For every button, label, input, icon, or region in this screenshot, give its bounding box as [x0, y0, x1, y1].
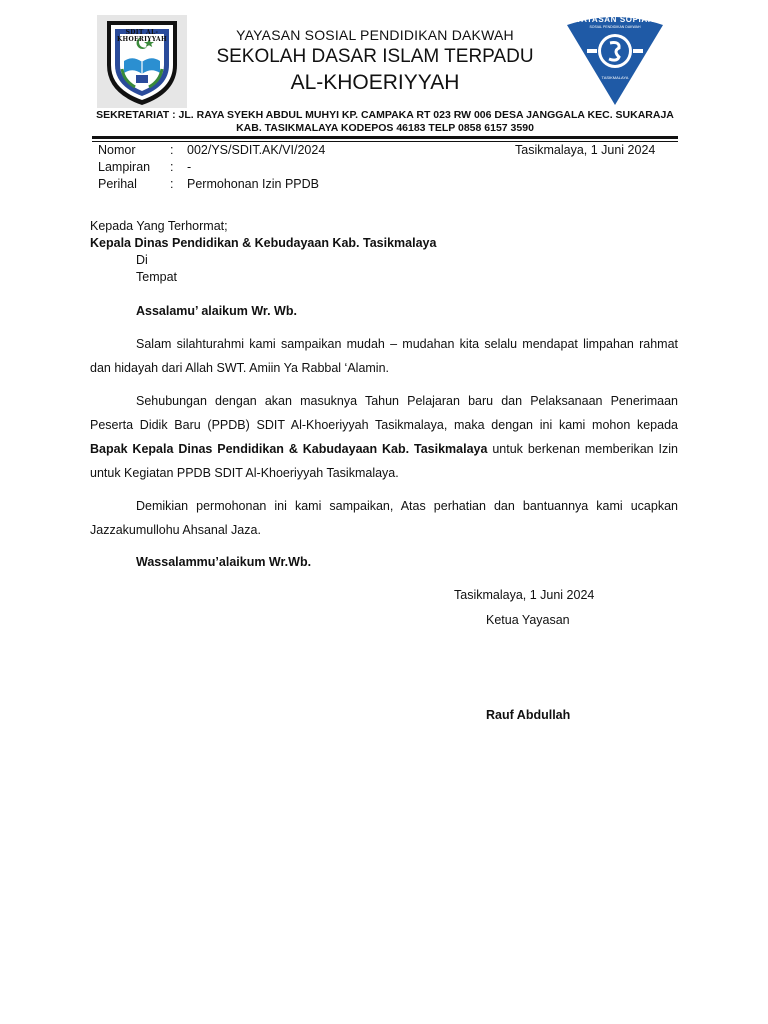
paragraph-1: Salam silahturahmi kami sampaikan mudah – mudahan kita selalu mendapat limpahan rahmat dan hidayah dari Allah SWT. Amiin Ya Rabbal ‘Alamin.	[90, 337, 678, 375]
foundation-logo-subtitle: SOSIAL PENDIDIKAN DAKWAH	[589, 25, 641, 29]
paragraph-3: Demikian permohonan ini kami sampaikan, Atas perhatian dan bantuannya kami ucapkan Jazzakumullohu Ahsanal Jaza.	[90, 499, 678, 537]
signature-date: Tasikmalaya, 1 Juni 2024	[454, 588, 595, 602]
closing-salam: Wassalammu’alaikum Wr.Wb.	[136, 555, 312, 569]
signature-name: Rauf Abdullah	[486, 708, 571, 722]
letter-date: Tasikmalaya, 1 Juni 2024	[515, 143, 656, 157]
lampiran-label: Lampiran	[98, 160, 151, 174]
signature-title: Ketua Yayasan	[486, 613, 570, 627]
paragraph-2-bold: Bapak Kepala Dinas Pendidikan & Kabudayaan Kab. Tasikmalaya	[90, 442, 488, 456]
nomor-colon: :	[170, 143, 174, 157]
opening-salam: Assalamu’ alaikum Wr. Wb.	[136, 304, 297, 318]
recipient-name: Kepala Dinas Pendidikan & Kebudayaan Kab. Tasikmalaya	[90, 236, 437, 250]
foundation-name: YAYASAN SOSIAL PENDIDIKAN DAKWAH	[236, 27, 514, 43]
lampiran-colon: :	[170, 160, 174, 174]
paragraph-2	[90, 389, 678, 485]
address-line-1: SEKRETARIAT : JL. RAYA SYEKH ABDUL MUHYI KP. CAMPAKA RT 023 RW 006 DESA JANGGALA KEC. SUKARAJA	[96, 109, 674, 121]
school-type: SEKOLAH DASAR ISLAM TERPADU	[216, 46, 534, 67]
nomor-label: Nomor	[98, 143, 136, 157]
perihal-value: Permohonan Izin PPDB	[187, 177, 320, 191]
foundation-logo-city: TASIKMALAYA	[601, 75, 629, 80]
nomor-value: 002/YS/SDIT.AK/VI/2024	[187, 143, 326, 157]
recipient-di: Di	[136, 253, 148, 267]
perihal-label: Perihal	[98, 177, 137, 191]
school-name: AL-KHOERIYYAH	[290, 71, 460, 94]
address-line-2: KAB. TASIKMALAYA KODEPOS 46183 TELP 0858 6157 3590	[236, 122, 534, 134]
recipient-greeting: Kepada Yang Terhormat;	[90, 219, 228, 233]
foundation-logo-title: YAYASAN SOPIAH	[575, 15, 655, 24]
header-divider	[92, 136, 678, 139]
school-logo-text: SDIT AL-KHOERIYYAH	[117, 29, 167, 43]
paragraph-2-text-b: untuk berkenan memberikan Izin untuk Kegiatan PPDB SDIT Al-Khoeriyyah Tasikmalaya.	[90, 442, 678, 480]
lampiran-value: -	[187, 160, 192, 174]
recipient-tempat: Tempat	[136, 270, 177, 284]
paragraph-2-text-a: Sehubungan dengan akan masuknya Tahun Pelajaran baru dan Pelaksanaan Penerimaan Peserta Didik Baru (PPDB) SDIT Al-Khoeriyyah Tasikmalaya, maka dengan ini kami mohon kepada	[90, 394, 678, 432]
perihal-colon: :	[170, 177, 174, 191]
